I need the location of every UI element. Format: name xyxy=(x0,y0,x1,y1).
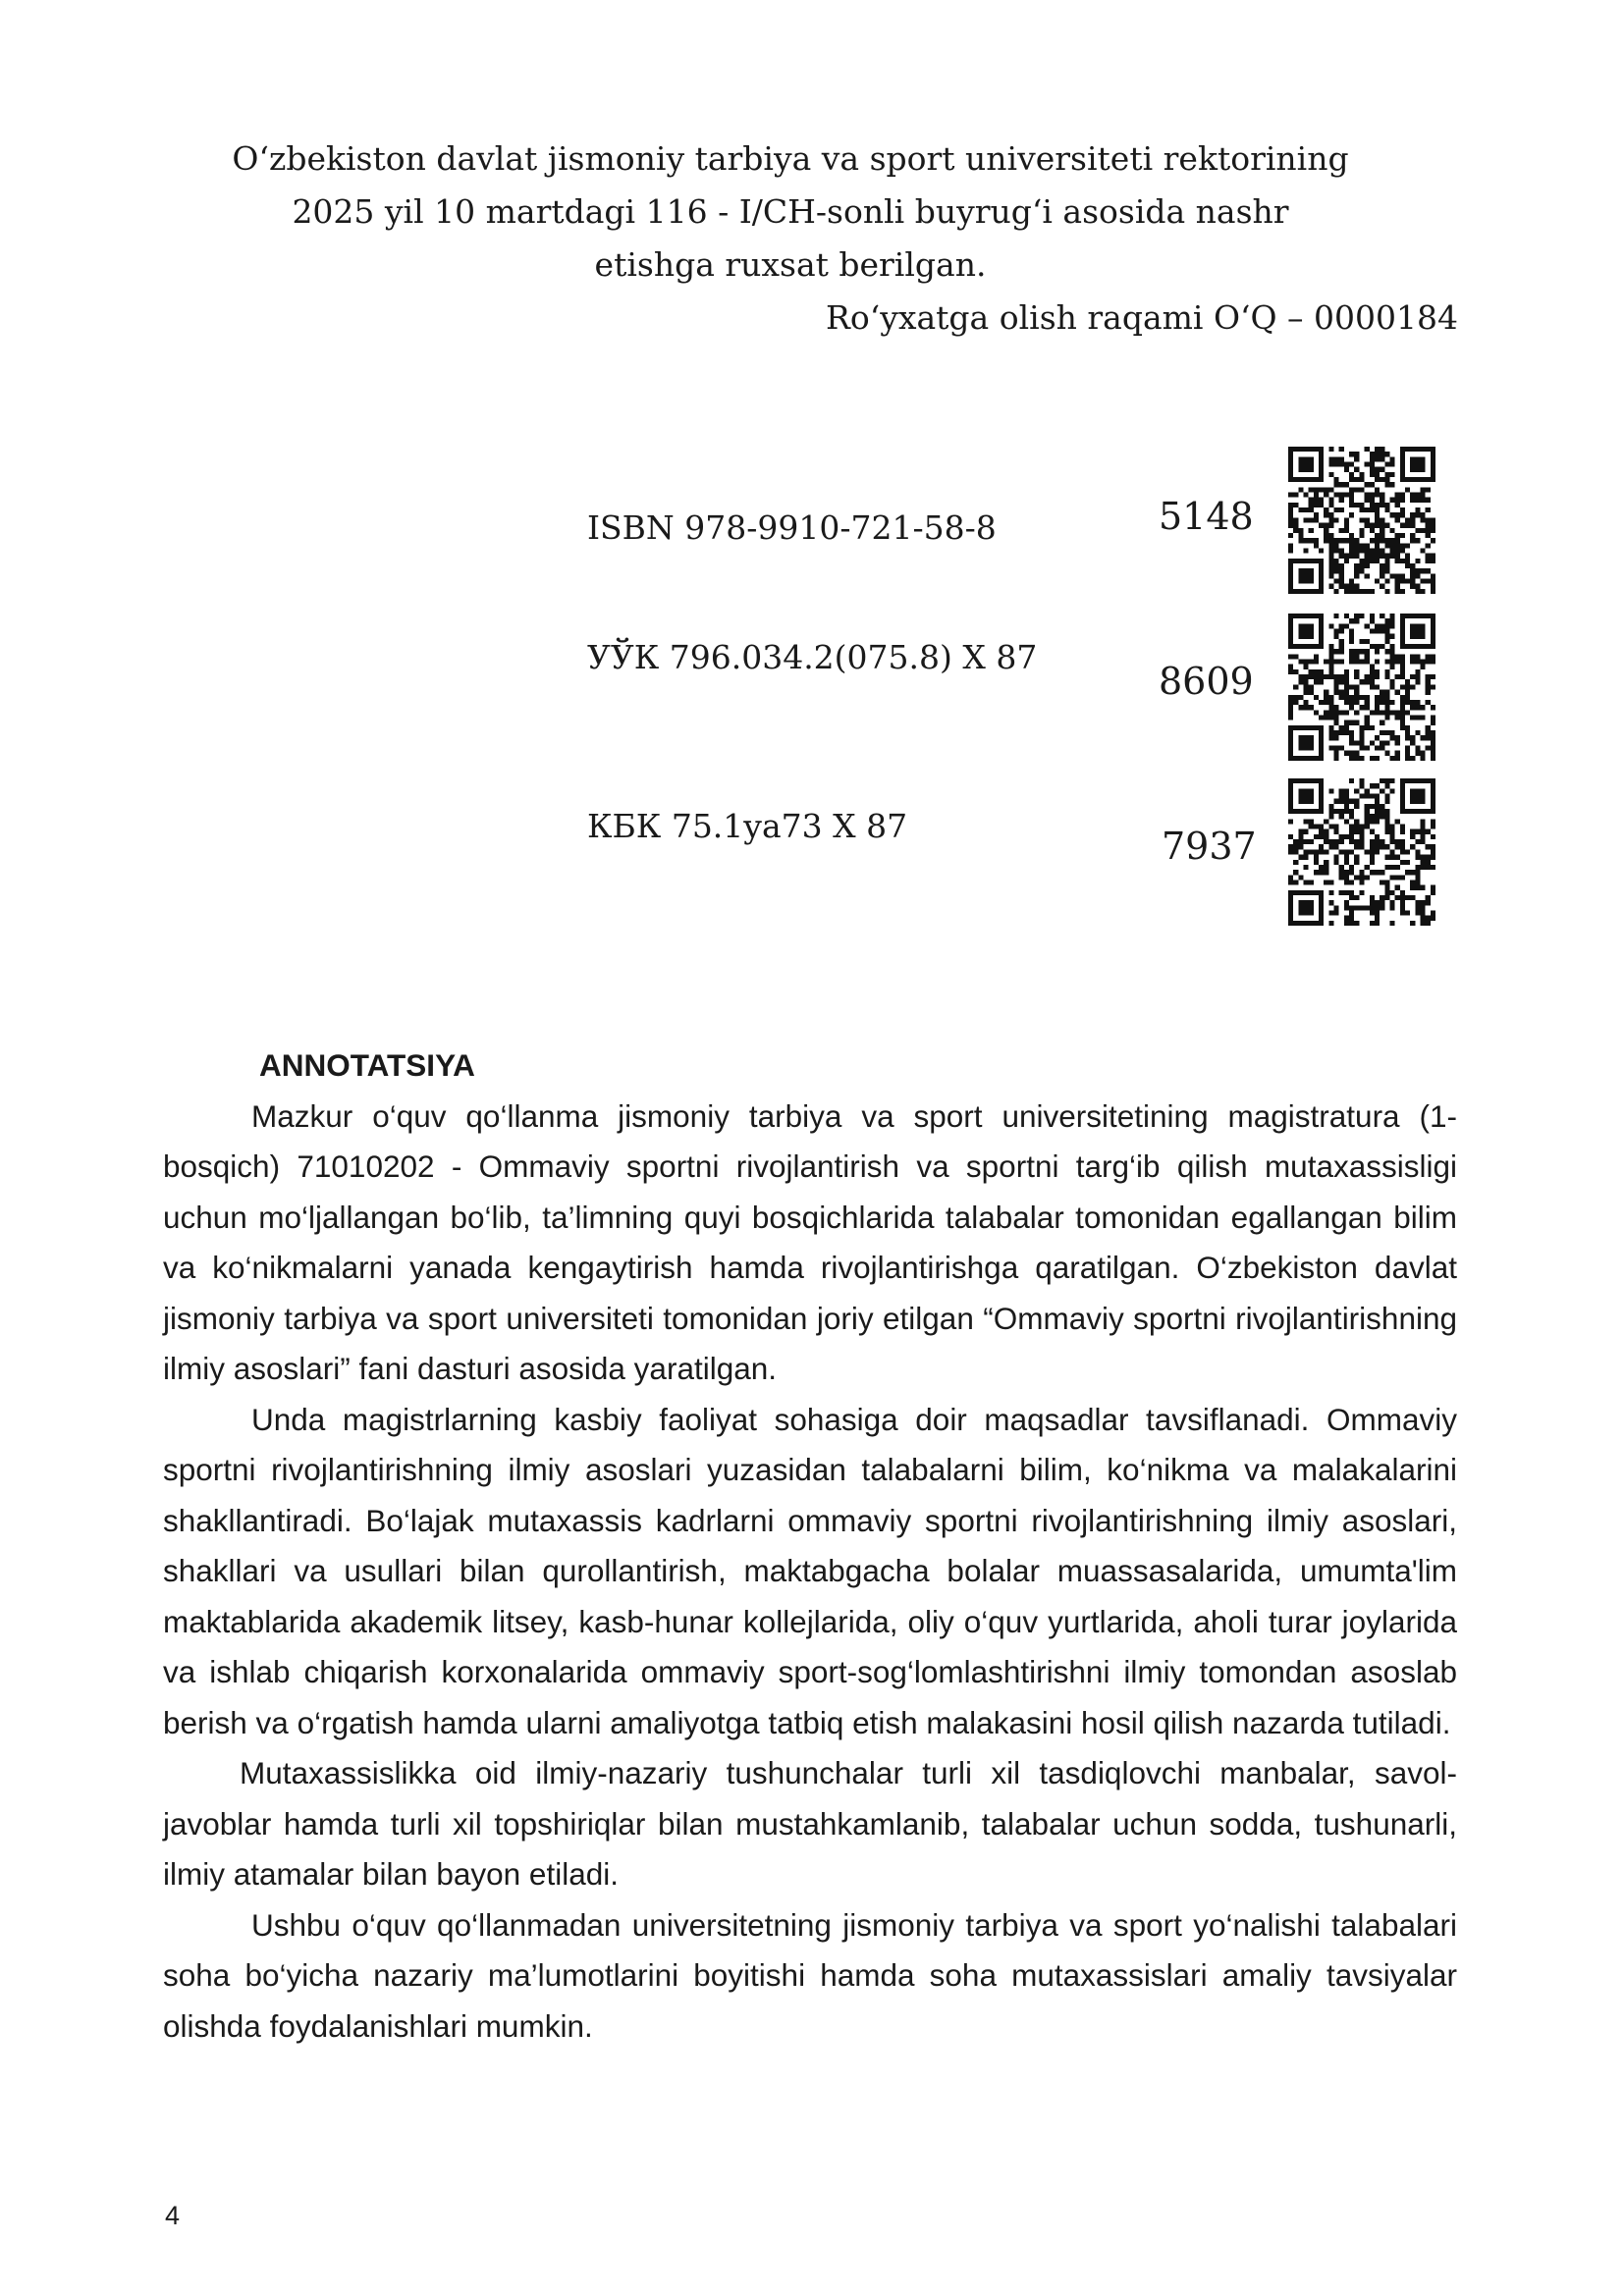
qr-code-icon xyxy=(1288,614,1435,761)
annotation-paragraph: Mutaxassislikka oid ilmiy-nazariy tushunchalar turli xil tasdiqlovchi manbalar, savol-javoblar hamda turli xil topshiriqlar bilan mustahkamlanib, talabalar uchun sodda, tushunarli, ilmiy atamalar bilan bayon etiladi. xyxy=(163,1755,1457,1892)
qr-number-2: 8609 xyxy=(1159,660,1254,703)
annotation-paragraph: Unda magistrlarning kasbiy faoliyat sohasiga doir maqsadlar tavsiflanadi. Ommaviy sportni rivojlantirishning ilmiy asoslari yuzasidan talabalarni bilim, ko‘nikma va malakalarini shakllantiradi. Bo‘lajak mutaxassis kadrlarni ommaviy sportni rivojlantirishning ilmiy asoslari, shakllari va usullari bilan qurollantirish, maktabgacha bolalar muassasalarida, umumta'lim maktablarida akademik litsey, kasb-hunar kollejlarida, oliy o‘quv yurtlarida, aholi turar joylarida va ishlab chiqarish korxonalarida ommaviy sport-sog‘lomlashtirishni ilmiy tomondan asoslab berish va o‘rgatish hamda ularni amaliyotga tatbiq etish malakasini hosil qilish nazarda tutiladi. xyxy=(163,1401,1457,1740)
udk-code: УЎК 796.034.2(075.8) Х 87 xyxy=(587,638,1038,676)
approval-header xyxy=(118,133,1463,337)
annotation-section xyxy=(163,1041,1457,2052)
approval-line-3: etishga ruxsat berilgan. xyxy=(594,245,987,284)
annotation-paragraph: Ushbu o‘quv qo‘llanmadan universitetning jismoniy tarbiya va sport yo‘nalishi talabalari soha bo‘yicha nazariy ma’lumotlarini boyitishi hamda soha mutaxassislari amaliy tavsiyalar olishda foydalanishlari mumkin. xyxy=(163,1906,1457,2044)
registration-number: Ro‘yxatga olish raqami O‘Q – 0000184 xyxy=(826,298,1458,337)
approval-line-1: O‘zbekiston davlat jismoniy tarbiya va sport universiteti rektorining xyxy=(232,139,1349,178)
approval-line-2: 2025 yil 10 martdagi 116 - I/CH-sonli buyrug‘i asosida nashr xyxy=(292,192,1289,231)
annotation-paragraph: Mazkur o‘quv qo‘llanma jismoniy tarbiya va sport universitetining magistratura (1-bosqich) 71010202 - Ommaviy sportni rivojlantirish va sportni targ‘ib qilish mutaxassisligi uchun mo‘ljallangan bo‘lib, ta’limning quyi bosqichlarida talabalar tomonidan egallangan bilim va ko‘nikmalarni yanada kengaytirish hamda rivojlantirishga qaratilgan. O‘zbekiston davlat jismoniy tarbiya va sport universiteti tomonidan joriy etilgan “Ommaviy sportni rivojlantirishning ilmiy asoslari” fani dasturi asosida yaratilgan. xyxy=(163,1097,1457,1386)
kbk-code: КБК 75.1ya73 Х 87 xyxy=(587,807,908,845)
annotation-title: ANNOTATSIYA xyxy=(259,1047,475,1083)
qr-number-1: 5148 xyxy=(1159,495,1254,538)
qr-code-icon xyxy=(1288,447,1435,594)
page-number: 4 xyxy=(165,2201,181,2230)
qr-code-icon xyxy=(1288,778,1435,926)
isbn-code: ISBN 978-9910-721-58-8 xyxy=(587,508,997,547)
qr-number-3: 7937 xyxy=(1162,825,1257,868)
